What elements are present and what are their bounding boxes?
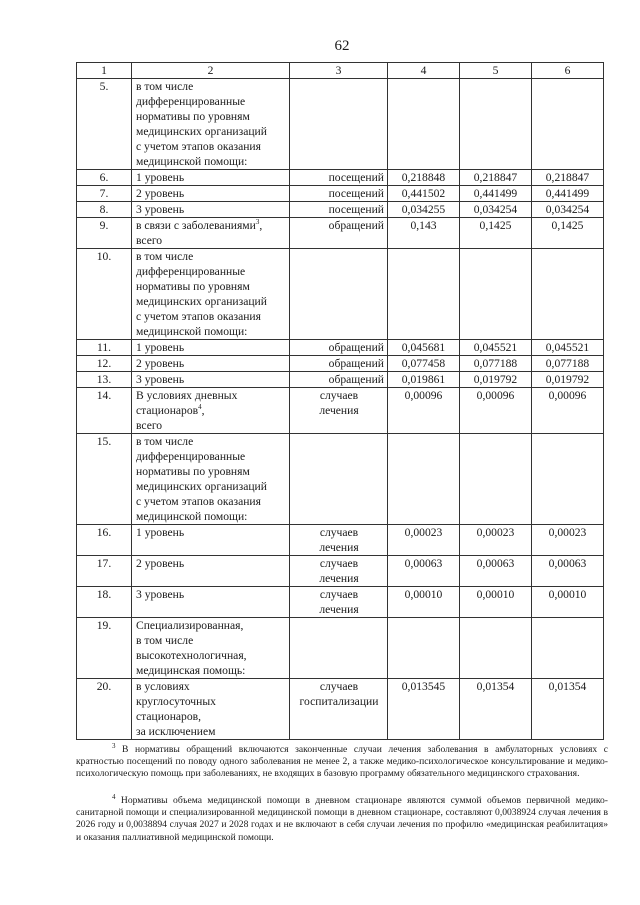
- table-row: [77, 679, 604, 740]
- row-number: 16.: [77, 525, 132, 556]
- indicator-name-line: [136, 79, 285, 94]
- indicator-name-line: [136, 679, 285, 694]
- value-col-5: [460, 618, 532, 679]
- indicator-name: [132, 587, 290, 618]
- indicator-name-line: [136, 556, 285, 571]
- value-col-6: 0,034254: [532, 202, 604, 218]
- unit-of-measure: [290, 556, 388, 587]
- line-text: 1 уровень: [136, 171, 185, 184]
- value-col-4: [388, 618, 460, 679]
- unit-line: обращений: [328, 341, 384, 354]
- line-text: Специализированная,: [136, 619, 244, 632]
- page-number: 62: [334, 38, 350, 54]
- indicator-name-line: [136, 249, 285, 264]
- value-col-5: 0,1425: [460, 218, 532, 249]
- table-row: [77, 525, 604, 556]
- indicator-name-line: [136, 694, 285, 709]
- footnote-mark: 3: [112, 741, 116, 750]
- table-row: [77, 372, 604, 388]
- indicator-name-line: [136, 587, 285, 602]
- unit-of-measure: [290, 170, 388, 186]
- value-col-6: [532, 618, 604, 679]
- line-text: с учетом этапов оказания: [136, 140, 261, 153]
- line-text: в условиях: [136, 680, 190, 693]
- value-col-6: 0,1425: [532, 218, 604, 249]
- value-col-5: 0,00063: [460, 556, 532, 587]
- unit-of-measure: [290, 618, 388, 679]
- row-number: 9.: [77, 218, 132, 249]
- value-col-5: 0,441499: [460, 186, 532, 202]
- line-text: высокотехнологичная,: [136, 649, 247, 662]
- indicator-name-line: [136, 388, 285, 403]
- footnote-mark: 4: [112, 792, 116, 801]
- value-col-5: 0,00023: [460, 525, 532, 556]
- value-col-4: 0,00096: [388, 388, 460, 434]
- row-number: 17.: [77, 556, 132, 587]
- line-text: медицинской помощи:: [136, 325, 248, 338]
- indicator-name-line: стационаров$^4$,: [136, 403, 205, 417]
- row-number: 10.: [77, 249, 132, 340]
- indicator-name: [132, 249, 290, 340]
- line-text: в том числе: [136, 435, 194, 448]
- indicator-name-line: [136, 94, 285, 109]
- line-text: медицинских организаций: [136, 480, 267, 493]
- indicator-name: [132, 170, 290, 186]
- indicator-name: [132, 556, 290, 587]
- indicator-name-line: [136, 170, 285, 185]
- row-number: 14.: [77, 388, 132, 434]
- indicator-name-line: [136, 709, 285, 724]
- indicator-name-line: [136, 663, 285, 678]
- indicator-name: [132, 525, 290, 556]
- table-row: [77, 388, 604, 434]
- table-row: [77, 356, 604, 372]
- value-col-4: 0,077458: [388, 356, 460, 372]
- indicator-name: [132, 340, 290, 356]
- value-col-6: 0,00010: [532, 587, 604, 618]
- header-col-5: 5: [460, 63, 532, 79]
- value-col-6: 0,019792: [532, 372, 604, 388]
- indicator-name: [132, 618, 290, 679]
- row-number: 8.: [77, 202, 132, 218]
- row-number: 20.: [77, 679, 132, 740]
- unit-line: лечения: [319, 404, 359, 417]
- value-col-4: 0,00063: [388, 556, 460, 587]
- line-text: нормативы по уровням: [136, 280, 250, 293]
- row-number: 19.: [77, 618, 132, 679]
- indicator-name-line: [136, 340, 285, 355]
- line-text: с учетом этапов оказания: [136, 495, 261, 508]
- line-text: нормативы по уровням: [136, 465, 250, 478]
- line-text: всего: [136, 419, 163, 432]
- line-text: 3 уровень: [136, 373, 185, 386]
- line-text: 3 уровень: [136, 203, 185, 216]
- line-text: круглосуточных: [136, 695, 216, 708]
- unit-of-measure: [290, 434, 388, 525]
- unit-line: лечения: [319, 541, 359, 554]
- line-text: 2 уровень: [136, 357, 185, 370]
- value-col-4: 0,143: [388, 218, 460, 249]
- indicator-name: [132, 186, 290, 202]
- header-col-3: 3: [290, 63, 388, 79]
- indicator-name: [132, 679, 290, 740]
- row-number: 6.: [77, 170, 132, 186]
- indicator-name-line: [136, 233, 285, 248]
- table-row: [77, 79, 604, 170]
- row-number: 15.: [77, 434, 132, 525]
- value-col-6: 0,077188: [532, 356, 604, 372]
- value-col-6: [532, 79, 604, 170]
- value-col-5: [460, 79, 532, 170]
- line-text: В условиях дневных: [136, 389, 238, 402]
- value-col-5: 0,077188: [460, 356, 532, 372]
- footnote-text: В нормативы обращений включаются законченные случаи лечения заболевания в амбулаторных условиях с кратностью посещений по поводу одного заболевания не менее 2, а также медико-психологическое консультирование и медико-психологическую помощь при заболеваниях, не входящих в базовую программу обязательного медицинского страхования.: [76, 744, 608, 780]
- footnote-separator: [76, 739, 232, 740]
- unit-of-measure: [290, 186, 388, 202]
- value-col-4: 0,441502: [388, 186, 460, 202]
- value-col-5: [460, 249, 532, 340]
- value-col-5: 0,019792: [460, 372, 532, 388]
- line-text: стационаров: [136, 404, 199, 417]
- indicator-name-line: [136, 648, 285, 663]
- unit-line: обращений: [328, 219, 384, 232]
- indicator-name: [132, 434, 290, 525]
- value-col-6: 0,01354: [532, 679, 604, 740]
- indicator-name-line: [136, 509, 285, 524]
- unit-line: посещений: [328, 203, 384, 216]
- value-col-6: 0,441499: [532, 186, 604, 202]
- line-text: дифференцированные: [136, 95, 246, 108]
- unit-of-measure: [290, 587, 388, 618]
- line-text: в том числе: [136, 80, 194, 93]
- indicator-name-line: [136, 434, 285, 449]
- unit-of-measure: [290, 79, 388, 170]
- footnote-text: Нормативы объема медицинской помощи в дневном стационаре являются суммой объемов первичной медико-санитарной помощи и специализированной медицинской помощи в дневном стационаре, составляют 0,0038924 случая лечения в 2026 году и 0,0038894 случая 2027 и 2028 годах и не включают в себя случаи лечения по профилю «медицинская реабилитация» и оказания паллиативной медицинской помощи.: [76, 795, 608, 843]
- unit-line: обращений: [328, 357, 384, 370]
- line-text: медицинская помощь:: [136, 664, 246, 677]
- table-row: [77, 434, 604, 525]
- indicator-name-line: [136, 618, 285, 633]
- value-col-5: 0,045521: [460, 340, 532, 356]
- indicator-name-line: [136, 525, 285, 540]
- line-text: медицинской помощи:: [136, 510, 248, 523]
- indicator-name-line: [136, 372, 285, 387]
- value-col-5: 0,034254: [460, 202, 532, 218]
- line-text: медицинских организаций: [136, 125, 267, 138]
- line-text: в том числе: [136, 634, 194, 647]
- line-text: 3 уровень: [136, 588, 185, 601]
- indicator-name-line: [136, 124, 285, 139]
- unit-of-measure: [290, 356, 388, 372]
- indicator-name-line: [136, 202, 285, 217]
- indicator-name-line: [136, 139, 285, 154]
- unit-line: случаев: [319, 680, 359, 693]
- line-text: 2 уровень: [136, 187, 185, 200]
- unit-line: лечения: [319, 572, 359, 585]
- value-col-4: 0,019861: [388, 372, 460, 388]
- indicator-name-line: [136, 449, 285, 464]
- line-text: с учетом этапов оказания: [136, 310, 261, 323]
- value-col-5: 0,00010: [460, 587, 532, 618]
- line-text: стационаров,: [136, 710, 202, 723]
- indicator-name-line: [136, 479, 285, 494]
- indicator-name-line: [136, 464, 285, 479]
- header-col-6: 6: [532, 63, 604, 79]
- unit-of-measure: [290, 340, 388, 356]
- indicator-name-line: [136, 494, 285, 509]
- unit-of-measure: [290, 525, 388, 556]
- row-number: 12.: [77, 356, 132, 372]
- line-text: дифференцированные: [136, 450, 246, 463]
- unit-line: посещений: [328, 171, 384, 184]
- value-col-4: 0,00023: [388, 525, 460, 556]
- unit-line: посещений: [328, 187, 384, 200]
- indicator-name-line: [136, 633, 285, 648]
- table-row: [77, 186, 604, 202]
- unit-line: случаев: [319, 389, 359, 402]
- line-text: нормативы по уровням: [136, 110, 250, 123]
- indicator-name: [132, 356, 290, 372]
- value-col-5: 0,218847: [460, 170, 532, 186]
- indicator-name-line: [136, 356, 285, 371]
- table-row: [77, 618, 604, 679]
- value-col-6: 0,00023: [532, 525, 604, 556]
- footnote-4: [76, 792, 608, 844]
- table-row: [77, 249, 604, 340]
- value-col-6: 0,218847: [532, 170, 604, 186]
- header-col-1: 1: [77, 63, 132, 79]
- indicator-name: [132, 372, 290, 388]
- footnote-reference: 4: [198, 403, 202, 412]
- value-col-4: [388, 434, 460, 525]
- line-text: 1 уровень: [136, 341, 185, 354]
- value-col-4: 0,00010: [388, 587, 460, 618]
- line-text: всего: [136, 234, 163, 247]
- indicator-name-line: [136, 186, 285, 201]
- table-header-row: [77, 63, 604, 79]
- indicator-name-line: [136, 264, 285, 279]
- line-text: медицинской помощи:: [136, 155, 248, 168]
- value-col-4: [388, 79, 460, 170]
- table-row: [77, 556, 604, 587]
- unit-of-measure: [290, 372, 388, 388]
- table-row: [77, 587, 604, 618]
- indicator-name: [132, 218, 290, 249]
- value-col-4: 0,218848: [388, 170, 460, 186]
- footnote-reference: 3: [255, 218, 260, 227]
- line-text: в том числе: [136, 250, 194, 263]
- unit-line: обращений: [328, 373, 384, 386]
- value-col-4: 0,013545: [388, 679, 460, 740]
- unit-line: лечения: [319, 603, 359, 616]
- row-number: 5.: [77, 79, 132, 170]
- line-text: 2 уровень: [136, 557, 185, 570]
- value-col-5: 0,01354: [460, 679, 532, 740]
- row-number: 13.: [77, 372, 132, 388]
- unit-line: случаев: [319, 526, 359, 539]
- row-number: 11.: [77, 340, 132, 356]
- indicator-name: [132, 202, 290, 218]
- value-col-6: [532, 249, 604, 340]
- row-number: 7.: [77, 186, 132, 202]
- header-col-2: 2: [132, 63, 290, 79]
- norms-table: [76, 62, 604, 740]
- value-col-5: 0,00096: [460, 388, 532, 434]
- unit-line: случаев: [319, 557, 359, 570]
- indicator-name-line: [136, 279, 285, 294]
- value-col-4: [388, 249, 460, 340]
- unit-of-measure: [290, 218, 388, 249]
- indicator-name-line: [136, 154, 285, 169]
- value-col-4: 0,034255: [388, 202, 460, 218]
- table-row: [77, 218, 604, 249]
- unit-line: госпитализации: [299, 695, 379, 708]
- value-col-6: 0,045521: [532, 340, 604, 356]
- unit-line: случаев: [319, 588, 359, 601]
- indicator-name: [132, 388, 290, 434]
- value-col-6: [532, 434, 604, 525]
- table-row: [77, 170, 604, 186]
- footnote-3: [76, 741, 608, 781]
- line-text: 1 уровень: [136, 526, 185, 539]
- header-col-4: 4: [388, 63, 460, 79]
- row-number: 18.: [77, 587, 132, 618]
- value-col-4: 0,045681: [388, 340, 460, 356]
- table-row: [77, 340, 604, 356]
- indicator-name-line: [136, 324, 285, 339]
- indicator-name: [132, 79, 290, 170]
- indicator-name-line: в связи с заболеваниями$^3$,: [136, 218, 263, 232]
- indicator-name-line: [136, 109, 285, 124]
- value-col-6: 0,00096: [532, 388, 604, 434]
- unit-of-measure: [290, 388, 388, 434]
- unit-of-measure: [290, 679, 388, 740]
- value-col-6: 0,00063: [532, 556, 604, 587]
- line-text: в связи с заболеваниями: [136, 219, 256, 232]
- line-text: дифференцированные: [136, 265, 246, 278]
- line-text: медицинских организаций: [136, 295, 267, 308]
- unit-of-measure: [290, 249, 388, 340]
- indicator-name-line: [136, 418, 285, 433]
- table-row: [77, 202, 604, 218]
- unit-of-measure: [290, 202, 388, 218]
- value-col-5: [460, 434, 532, 525]
- indicator-name-line: [136, 724, 285, 739]
- indicator-name-line: [136, 309, 285, 324]
- indicator-name-line: [136, 294, 285, 309]
- line-text: за исключением: [136, 725, 216, 738]
